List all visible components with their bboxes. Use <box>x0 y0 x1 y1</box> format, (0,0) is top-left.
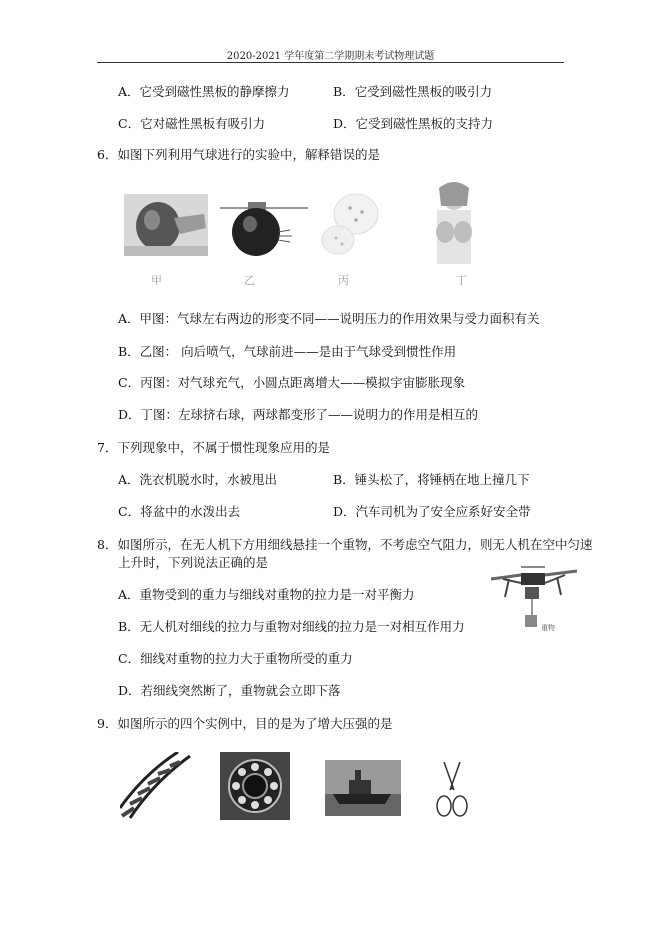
balloon-dots-image <box>318 188 386 260</box>
balloon-rocket-image <box>218 190 310 258</box>
q6-figure-label-c: 丙 <box>338 274 349 287</box>
q8-drone-figure <box>485 565 581 635</box>
q5-option-b: B．它受到磁性黑板的吸引力 <box>333 84 493 99</box>
q6-figure-label-a: 甲 <box>151 274 162 287</box>
q9-figure-scissors <box>432 760 472 820</box>
header-divider <box>97 62 564 63</box>
scissors-icon <box>432 760 472 820</box>
page-header-title: 2020-2021 学年度第二学期期末考试物理试题 <box>226 51 435 62</box>
q9-stem: 9．如图所示的四个实例中，目的是为了增大压强的是 <box>97 716 393 731</box>
q8-stem-line2: 上升时，下列说法正确的是 <box>118 555 269 570</box>
railway-track-image <box>120 752 192 820</box>
q6-option-a: A．甲图：气球左右两边的形变不同——说明压力的作用效果与受力面积有关 <box>118 311 540 326</box>
ship-image <box>325 760 401 816</box>
q7-stem: 7．下列现象中，不属于惯性现象应用的是 <box>97 440 330 455</box>
q8-option-c: C．细线对重物的拉力大于重物所受的重力 <box>118 651 353 666</box>
q7-option-d: D．汽车司机为了安全应系好安全带 <box>333 504 531 519</box>
q8-option-a: A．重物受到的重力与细线对重物的拉力是一对平衡力 <box>118 587 415 602</box>
q7-option-a: A．洗衣机脱水时，水被甩出 <box>118 472 278 487</box>
q8-option-d: D．若细线突然断了，重物就会立即下落 <box>118 683 341 698</box>
q6-figure-c <box>318 188 386 260</box>
q7-option-c: C．将盆中的水泼出去 <box>118 504 241 519</box>
q7-option-b: B．锤头松了，将锤柄在地上撞几下 <box>333 472 530 487</box>
q5-option-c: C．它对磁性黑板有吸引力 <box>118 116 266 131</box>
q9-figure-bearing <box>220 752 290 820</box>
drone-image <box>485 565 581 635</box>
q8-figure-label: 重物 <box>541 624 555 632</box>
q9-figure-ship <box>325 760 401 816</box>
q8-stem-line1: 8．如图所示，在无人机下方用细线悬挂一个重物，不考虑空气阻力，则无人机在空中匀速 <box>97 537 593 552</box>
q9-figure-railway <box>120 752 192 820</box>
balloon-press-image <box>124 194 208 256</box>
q5-option-d: D．它受到磁性黑板的支持力 <box>333 116 494 131</box>
q6-figure-b <box>218 190 310 258</box>
balloon-squeeze-image <box>425 182 483 264</box>
q8-option-b: B．无人机对细线的拉力与重物对细线的拉力是一对相互作用力 <box>118 619 465 634</box>
q6-figure-label-d: 丁 <box>456 274 467 287</box>
q6-figure-a <box>124 194 208 256</box>
q6-figure-label-b: 乙 <box>244 274 255 287</box>
q6-figure-d <box>425 182 483 264</box>
q6-option-b: B．乙图： 向后喷气，气球前进——是由于气球受到惯性作用 <box>118 344 457 359</box>
bearing-image <box>220 752 290 820</box>
q6-stem: 6．如图下列利用气球进行的实验中，解释错误的是 <box>97 147 380 162</box>
q5-option-a: A．它受到磁性黑板的静摩擦力 <box>118 84 290 99</box>
q6-option-c: C．丙图：对气球充气，小圆点距离增大——模拟宇宙膨胀现象 <box>118 375 466 390</box>
q6-option-d: D．丁图：左球挤右球，两球都变形了——说明力的作用是相互的 <box>118 407 479 422</box>
